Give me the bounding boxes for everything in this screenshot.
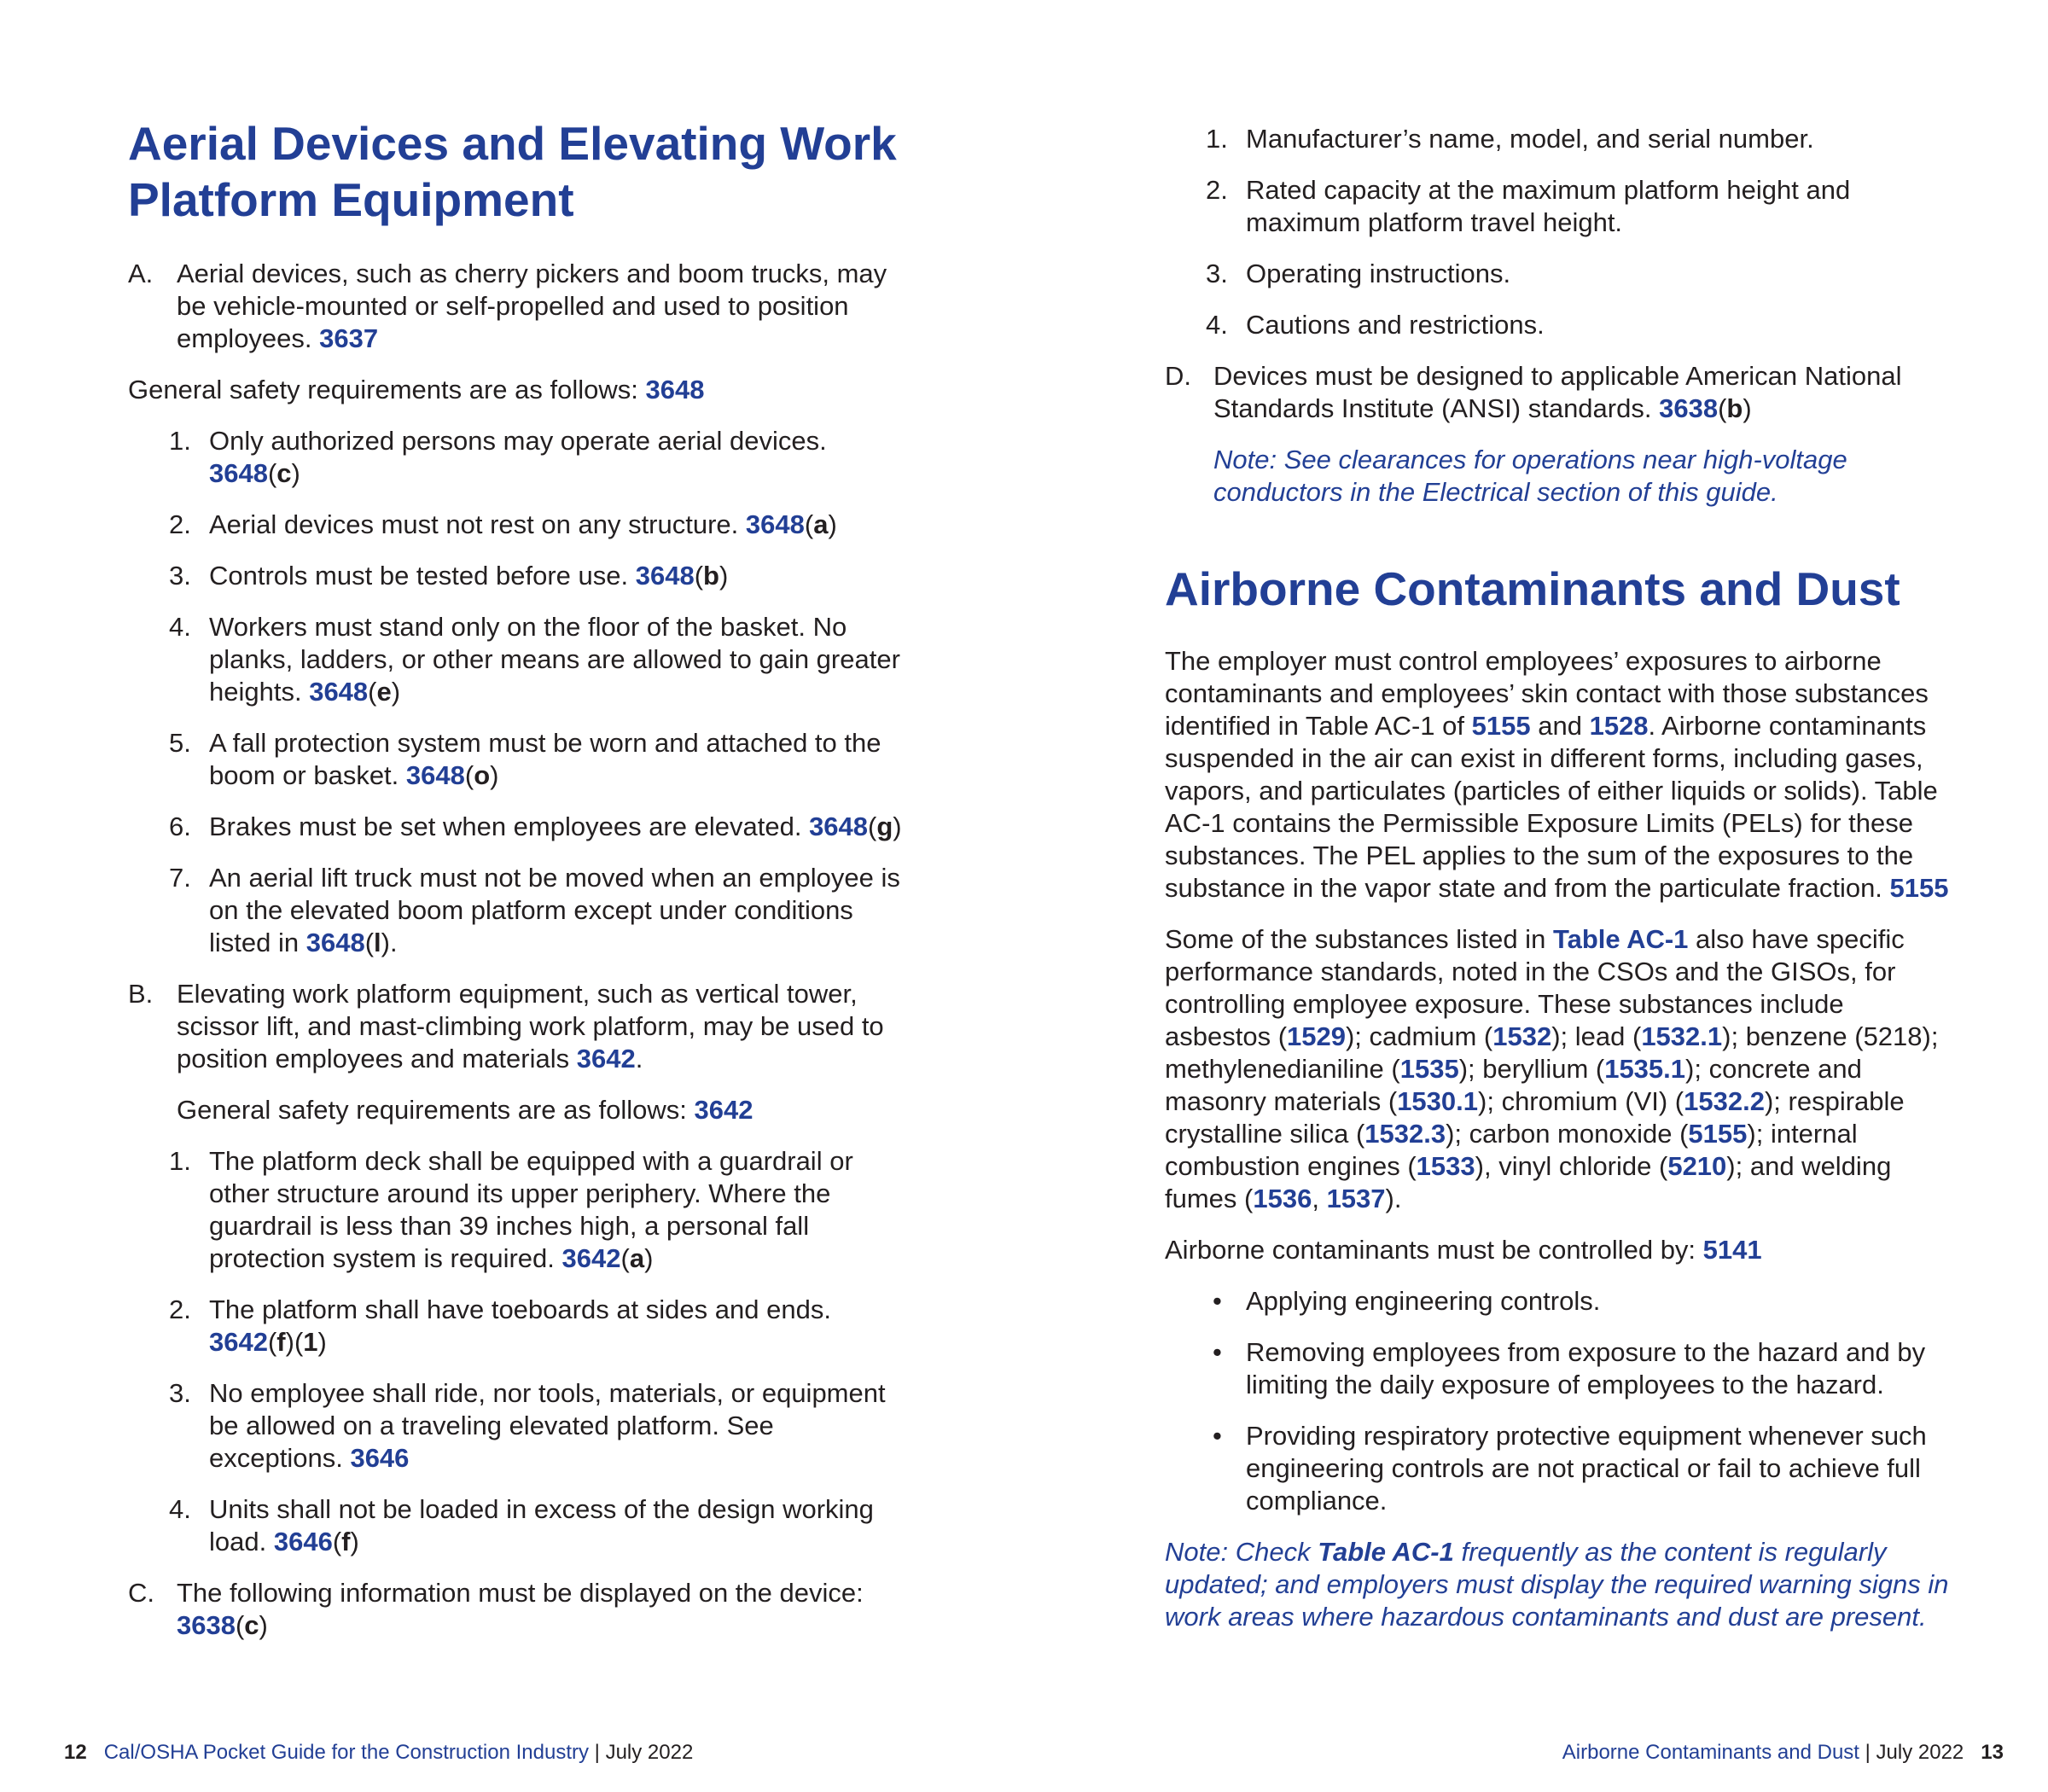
- list-item: [1165, 123, 1950, 155]
- list-item: 1. The platform deck shall be equipped with a guardrail or other structure around its upper periphery. Where the guardrail is less than 39 inches high, a personal fall protection system is required. 3642(a): [169, 1146, 853, 1273]
- paragraph-text: Some of the substances listed in: [1165, 924, 1546, 954]
- list-number: 3.: [169, 561, 191, 591]
- list-item-text: Cautions and restrictions.: [1246, 310, 1545, 340]
- section-title: Airborne Contaminants and Dust: [1562, 1741, 1859, 1764]
- general-requirements-a: [128, 374, 913, 406]
- right-body-top: [1165, 123, 1950, 509]
- paragraph-text: and: [1538, 711, 1582, 741]
- list-item-text: Operating instructions.: [1246, 259, 1511, 288]
- list-number: 4.: [169, 1494, 191, 1524]
- list-number: 6.: [169, 812, 191, 841]
- paragraph-controls: [1165, 1234, 1950, 1266]
- subsection-letter: a: [629, 1243, 645, 1273]
- regulation-ref[interactable]: 3646: [350, 1443, 410, 1473]
- footer-separator: |: [594, 1741, 600, 1764]
- subsection-number: 1: [303, 1327, 318, 1357]
- general-requirements-b: [128, 1094, 913, 1126]
- footer-left: [64, 1740, 693, 1766]
- paragraph-text: The employer must control employees’ exposures to airborne contaminants and employees’ skin contact with those substances identified in Table AC-1 of: [1165, 646, 1929, 741]
- regulation-ref[interactable]: 3648: [745, 509, 805, 539]
- paragraph-text: ); beryllium (: [1458, 1054, 1605, 1084]
- regulation-ref[interactable]: 1537: [1326, 1184, 1386, 1213]
- regulation-ref[interactable]: 1529: [1287, 1021, 1346, 1051]
- list-number: 1.: [1206, 124, 1228, 154]
- note-table-ac1: [1165, 1536, 1950, 1633]
- bullet-item: [1165, 1420, 1950, 1517]
- regulation-ref[interactable]: 3648: [309, 677, 369, 707]
- paragraph-text: ,: [1312, 1184, 1327, 1213]
- list-item: [1165, 309, 1950, 341]
- regulation-ref[interactable]: 1528: [1589, 711, 1649, 741]
- list-item: 5. A fall protection system must be worn and attached to the boom or basket. 3648(o): [169, 728, 881, 790]
- publication-title: Cal/OSHA Pocket Guide for the Construction Industry: [103, 1741, 589, 1764]
- page-heading-aerial-devices: Aerial Devices and Elevating Work Platform Equipment: [128, 117, 897, 226]
- regulation-ref[interactable]: 1532: [1492, 1021, 1552, 1051]
- bullet-text: Removing employees from exposure to the hazard and by limiting the daily exposure of employees to the hazard.: [1246, 1337, 1926, 1399]
- list-number: 2.: [169, 1295, 191, 1324]
- regulation-ref[interactable]: 1533: [1416, 1151, 1475, 1181]
- list-number: 2.: [169, 509, 191, 539]
- paragraph-text: ); internal combustion engines (: [1165, 1119, 1858, 1181]
- list-item: 2. Aerial devices must not rest on any structure. 3648(a): [169, 509, 837, 539]
- bullet-text: Providing respiratory protective equipment whenever such engineering controls are not practical or fail to achieve full compliance.: [1246, 1421, 1927, 1516]
- regulation-ref[interactable]: 3646: [273, 1527, 333, 1556]
- paragraph-text: ); concrete and masonry materials (: [1165, 1054, 1862, 1116]
- list-item-text: Workers must stand only on the floor of the basket. No planks, ladders, or other means are allowed to gain greater heights.: [209, 612, 900, 707]
- list-number: 1.: [169, 426, 191, 456]
- list-item: 1. Only authorized persons may operate aerial devices. 3648(c): [169, 426, 827, 488]
- regulation-ref[interactable]: 1532.3: [1364, 1119, 1446, 1149]
- list-number: 1.: [169, 1146, 191, 1176]
- subsection-letter: f: [276, 1327, 286, 1357]
- subsection-letter: g: [876, 812, 893, 841]
- section-a-text: Aerial devices, such as cherry pickers and boom trucks, may be vehicle-mounted or self-propelled and used to position employees.: [177, 259, 887, 353]
- subsection-letter: o: [474, 760, 491, 790]
- list-item-text: A fall protection system must be worn and attached to the boom or basket.: [209, 728, 881, 790]
- footer-separator: |: [1865, 1741, 1871, 1764]
- regulation-ref[interactable]: 5155: [1688, 1119, 1748, 1149]
- regulation-ref[interactable]: 5210: [1667, 1151, 1727, 1181]
- paragraph-text: ); chromium (VI) (: [1478, 1086, 1684, 1116]
- paragraph-text: ); benzene (5218); methylenedianiline (: [1165, 1021, 1939, 1084]
- paragraph-text: ).: [1385, 1184, 1402, 1213]
- paragraph-text: ); carbon monoxide (: [1446, 1119, 1689, 1149]
- list-item-text: The platform shall have toeboards at sides and ends.: [209, 1295, 831, 1324]
- regulation-ref[interactable]: 5141: [1702, 1235, 1762, 1265]
- regulation-ref[interactable]: 3642: [561, 1243, 621, 1273]
- list-item: 4. Units shall not be loaded in excess of the design working load. 3646(f): [169, 1494, 874, 1556]
- section-c-ref[interactable]: 3638: [177, 1610, 236, 1640]
- general-b-ref[interactable]: 3642: [694, 1095, 753, 1125]
- list-item: [1165, 174, 1950, 239]
- list-item-text: The platform deck shall be equipped with a guardrail or other structure around its upper periphery. Where the guardrail is less than 39 inches high, a personal fall protection system is required.: [209, 1146, 853, 1273]
- section-b-marker: B.: [128, 979, 154, 1009]
- note-text: Note: Check: [1165, 1537, 1311, 1567]
- regulation-ref[interactable]: 1535: [1399, 1054, 1459, 1084]
- regulation-ref[interactable]: 1530.1: [1397, 1086, 1479, 1116]
- regulation-ref[interactable]: 1535.1: [1604, 1054, 1686, 1084]
- list-number: 4.: [1206, 310, 1228, 340]
- paragraph-intro: [1165, 645, 1950, 905]
- list-item-text: Only authorized persons may operate aerial devices.: [209, 426, 827, 456]
- general-b-text: General safety requirements are as follows:: [177, 1095, 687, 1125]
- table-ac1-link[interactable]: Table AC-1: [1552, 924, 1689, 954]
- page-heading-airborne-contaminants: Airborne Contaminants and Dust: [1165, 562, 1900, 615]
- subsection-letter: c: [244, 1610, 259, 1640]
- regulation-ref[interactable]: 1532.1: [1641, 1021, 1723, 1051]
- list-number: 5.: [169, 728, 191, 758]
- bullet-item: [1165, 1336, 1950, 1401]
- left-body: [128, 258, 913, 1661]
- section-c: C. The following information must be displayed on the device: 3638(c): [128, 1578, 864, 1640]
- list-item-text: Manufacturer’s name, model, and serial number.: [1246, 124, 1814, 154]
- paragraph-text: ); lead (: [1551, 1021, 1642, 1051]
- list-number: 3.: [169, 1378, 191, 1408]
- general-a-text: General safety requirements are as follows:: [128, 375, 638, 404]
- footer-date: July 2022: [605, 1741, 694, 1764]
- regulation-ref[interactable]: 3648: [209, 458, 268, 488]
- list-number: 3.: [1206, 259, 1228, 288]
- page-number: 13: [1981, 1741, 2004, 1764]
- regulation-ref[interactable]: 3642: [209, 1327, 268, 1357]
- section-d-marker: D.: [1165, 361, 1191, 391]
- regulation-ref[interactable]: 3648: [809, 812, 869, 841]
- general-a-ref[interactable]: 3648: [645, 375, 705, 404]
- list-item-text: Controls must be tested before use.: [209, 561, 629, 591]
- regulation-ref[interactable]: 3648: [635, 561, 695, 591]
- list-item: 4. Workers must stand only on the floor of the basket. No planks, ladders, or other means are allowed to gain greater heights. 3648(e): [169, 612, 900, 707]
- subsection-letter: e: [376, 677, 392, 707]
- list-item-text: Rated capacity at the maximum platform height and maximum platform travel height.: [1246, 175, 1851, 237]
- bullet-icon: •: [1213, 1337, 1222, 1367]
- regulation-ref[interactable]: 3648: [305, 928, 365, 957]
- list-item-text: Units shall not be loaded in excess of the design working load.: [209, 1494, 874, 1556]
- note-high-voltage: Note: See clearances for operations near high-voltage conductors in the Electrical section of this guide.: [1213, 445, 1847, 507]
- regulation-ref[interactable]: 5155: [1471, 711, 1531, 741]
- footer-date: July 2022: [1876, 1741, 1964, 1764]
- bullet-text: Applying engineering controls.: [1246, 1286, 1601, 1316]
- list-number: 4.: [169, 612, 191, 642]
- section-c-text: The following information must be displayed on the device:: [177, 1578, 864, 1608]
- section-b-ref[interactable]: 3642: [576, 1044, 636, 1073]
- section-a-marker: A.: [128, 259, 154, 288]
- note-text: frequently as the content is regularly updated; and employers must display the required warning signs in work areas where hazardous contaminants and dust are present.: [1165, 1537, 1949, 1632]
- table-ac1-link[interactable]: Table AC-1: [1318, 1537, 1454, 1567]
- section-d-ref[interactable]: 3638: [1659, 393, 1719, 423]
- footer-right: [1562, 1740, 2004, 1766]
- regulation-ref[interactable]: 3648: [405, 760, 465, 790]
- subsection-letter: b: [703, 561, 719, 591]
- list-number: 2.: [1206, 175, 1228, 205]
- paragraph-text: Airborne contaminants must be controlled by:: [1165, 1235, 1696, 1265]
- list-item-text: No employee shall ride, nor tools, materials, or equipment be allowed on a traveling elevated platform. See exceptions.: [209, 1378, 886, 1473]
- paragraph-text: ); respirable crystalline silica (: [1165, 1086, 1905, 1149]
- paragraph-text: . Airborne contaminants suspended in the air can exist in different forms, including gases, vapors, and particulates (particles of either liquids or solids). Table AC-1 contains the Permissible Exposure Limits (PELs) for these substances. The PEL applies to the sum of the exposures to the substance in the vapor state and from the particulate fraction.: [1165, 711, 1938, 903]
- subsection-letter: c: [276, 458, 292, 488]
- list-item: 7. An aerial lift truck must not be moved when an employee is on the elevated boom platform except under conditions listed in 3648(l).: [169, 863, 900, 957]
- bullet-item: [1165, 1285, 1950, 1318]
- list-item: 3. Controls must be tested before use. 3648(b): [169, 561, 729, 591]
- section-b: B. Elevating work platform equipment, such as vertical tower, scissor lift, and mast-climbing work platform, may be used to position employees and materials 3642.: [128, 979, 884, 1073]
- list-item-text: Aerial devices must not rest on any structure.: [209, 509, 739, 539]
- paragraph-text: ); cadmium (: [1345, 1021, 1493, 1051]
- section-a-ref[interactable]: 3637: [319, 323, 379, 353]
- section-c-marker: C.: [128, 1578, 154, 1608]
- bullet-icon: •: [1213, 1421, 1222, 1451]
- regulation-ref[interactable]: 1536: [1253, 1184, 1312, 1213]
- regulation-ref[interactable]: 5155: [1889, 873, 1949, 903]
- section-a: [128, 258, 913, 355]
- section-d: D. Devices must be designed to applicable American National Standards Institute (ANSI) standards. 3638(b): [1165, 361, 1902, 423]
- page-number: 12: [64, 1741, 87, 1764]
- paragraph-substances: [1165, 923, 1950, 1215]
- list-item: [128, 1377, 913, 1475]
- subsection-letter: f: [341, 1527, 351, 1556]
- section-d-text: Devices must be designed to applicable American National Standards Institute (ANSI) standards.: [1213, 361, 1902, 423]
- right-body-bottom: [1165, 645, 1950, 1633]
- paragraph-text: ), vinyl chloride (: [1475, 1151, 1668, 1181]
- list-number: 7.: [169, 863, 191, 893]
- list-item: 2. The platform shall have toeboards at sides and ends. 3642(f)(1): [169, 1295, 831, 1357]
- list-item-text: An aerial lift truck must not be moved when an employee is on the elevated boom platform except under conditions listed in: [209, 863, 900, 957]
- list-item-text: Brakes must be set when employees are elevated.: [209, 812, 802, 841]
- paragraph-text: also have specific performance standards, noted in the CSOs and the GISOs, for controlling employee exposure. These substances include asbestos (: [1165, 924, 1905, 1051]
- list-item: 6. Brakes must be set when employees are elevated. 3648(g): [169, 812, 902, 841]
- subsection-letter: l: [374, 928, 381, 957]
- subsection-letter: b: [1726, 393, 1743, 423]
- regulation-ref[interactable]: 1532.2: [1684, 1086, 1765, 1116]
- list-item: [1165, 258, 1950, 290]
- section-b-text: Elevating work platform equipment, such as vertical tower, scissor lift, and mast-climbing work platform, may be used to position employees and materials: [177, 979, 884, 1073]
- bullet-icon: •: [1213, 1286, 1222, 1316]
- subsection-letter: a: [813, 509, 829, 539]
- paragraph-text: ); and welding fumes (: [1165, 1151, 1892, 1213]
